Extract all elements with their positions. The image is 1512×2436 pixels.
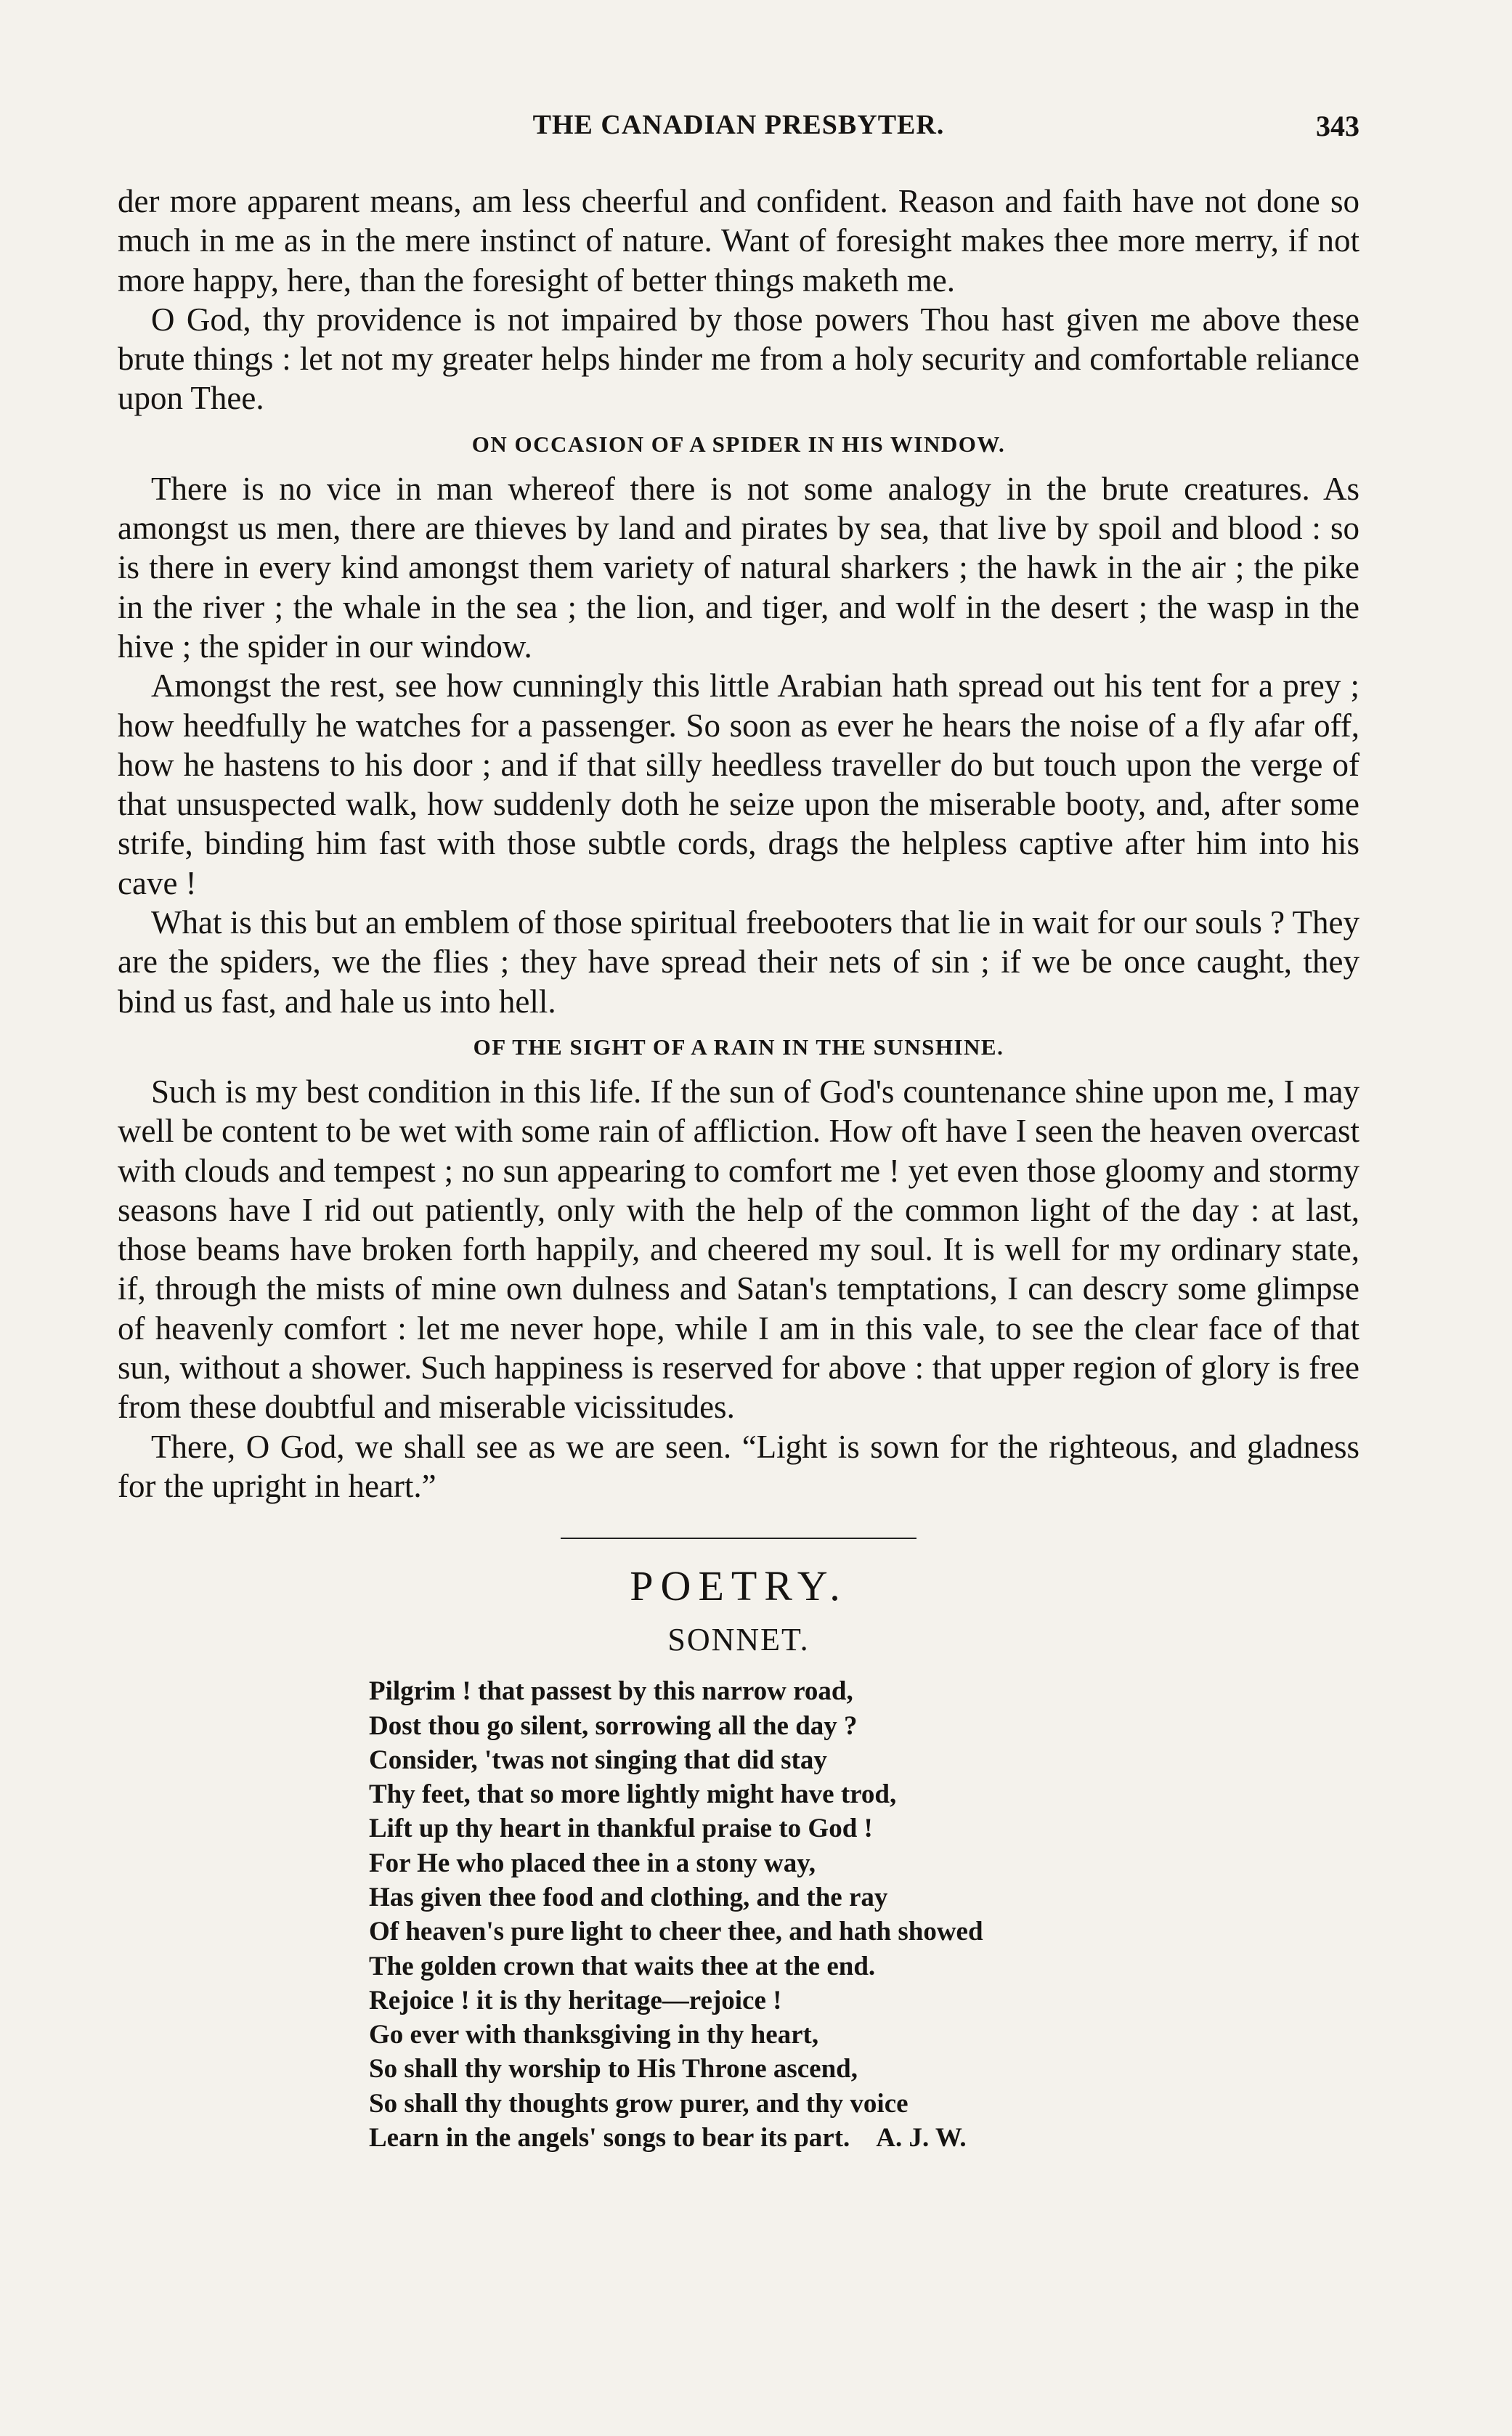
- intro-paragraph-2: O God, thy providence is not impaired by those powers Thou hast given me above these brute things : let not my greater helps hinder me from a holy security and comfortable reliance upon Thee.: [118, 301, 1359, 417]
- poem-line: Rejoice ! it is thy heritage—rejoice !: [369, 1985, 782, 2015]
- poetry-title: POETRY.: [630, 1562, 848, 1610]
- poem-line: So shall thy thoughts grow purer, and thy voice: [369, 2088, 909, 2119]
- poem-line: The golden crown that waits thee at the end.: [369, 1951, 876, 1981]
- intro-paragraph-1: der more apparent means, am less cheerful and confident. Reason and faith have not done so much in me as in the mere instinct of nature. Want of foresight makes thee more merry, if not more happy, here, than the foresight of better things maketh me.: [118, 183, 1359, 299]
- poem-line: Dost thou go silent, sorrowing all the day ?: [369, 1710, 858, 1741]
- poem-line: Consider, 'twas not singing that did stay: [369, 1745, 827, 1775]
- section-divider: [561, 1538, 916, 1539]
- poem-line: Go ever with thanksgiving in thy heart,: [369, 2020, 819, 2050]
- spider-paragraph-1: There is no vice in man whereof there is not some analogy in the brute creatures. As amongst us men, there are thieves by land and pirates by sea, that live by spoil and blood : so is there in every kind amongst them variety of natural sharkers ; the hawk in the air ; the pike in the river ; the whale in the sea ; the lion, and tiger, and wolf in the desert ; the wasp in the hive ; the spider in our window.: [118, 470, 1359, 665]
- poem-line: Lift up thy heart in thankful praise to God !: [369, 1814, 873, 1844]
- poem-signature: A. J. W.: [876, 2123, 967, 2153]
- sonnet-poem: [369, 1674, 1359, 2155]
- spider-paragraph-2: Amongst the rest, see how cunningly this little Arabian hath spread out his tent for a prey ; how heedfully he watches for a passenger. So soon as ever he hears the noise of a fly afar off, how he hastens to his door ; and if that silly heedless traveller do but touch upon the verge of that unsuspected walk, how suddenly doth he seize upon the miserable booty, and, after some strife, binding him fast with those subtle cords, drags the helpless captive after him into his cave !: [118, 667, 1359, 901]
- page-number: 343: [1316, 110, 1359, 142]
- poem-line: For He who placed thee in a stony way,: [369, 1848, 816, 1878]
- running-title: THE CANADIAN PRESBYTER.: [532, 110, 945, 140]
- running-head: [118, 109, 1359, 153]
- poem-line: Of heaven's pure light to cheer thee, and hath showed: [369, 1917, 983, 1947]
- body-text: [118, 182, 1359, 2155]
- section-heading-spider: ON OCCASION OF A SPIDER IN HIS WINDOW.: [471, 431, 1006, 457]
- poem-line: Pilgrim ! that passest by this narrow road,: [369, 1676, 853, 1707]
- rain-paragraph-1: Such is my best condition in this life. If the sun of God's countenance shine upon me, I may well be content to be wet with some rain of affliction. How oft have I seen the heaven overcast with clouds and tempest ; no sun appearing to comfort me ! yet even those gloomy and stormy seasons have I rid out patiently, only with the help of the common light of the day : at last, those beams have broken forth happily, and cheered my soul. It is well for my ordinary state, if, through the mists of mine own dulness and Satan's temptations, I can descry some glimpse of heavenly comfort : let me never hope, while I am in this vale, to see the clear face of that sun, without a shower. Such happiness is reserved for above : that upper region of glory is free from these doubtful and miserable vicissitudes.: [118, 1073, 1359, 1426]
- poem-line: Thy feet, that so more lightly might have trod,: [369, 1779, 897, 1810]
- poem-line: Has given thee food and clothing, and the ray: [369, 1882, 888, 1912]
- poem-line: So shall thy worship to His Throne ascend,: [369, 2054, 858, 2084]
- section-heading-rain: OF THE SIGHT OF A RAIN IN THE SUNSHINE.: [473, 1034, 1004, 1060]
- spider-paragraph-3: What is this but an emblem of those spiritual freebooters that lie in wait for our souls ? They are the spiders, we the flies ; they have spread their nets of sin ; if we be once caught, they bind us fast, and hale us into hell.: [118, 904, 1359, 1020]
- rain-paragraph-2: There, O God, we shall see as we are seen. “Light is sown for the righteous, and gladness for the upright in heart.”: [118, 1428, 1359, 1504]
- poem-line: Learn in the angels' songs to bear its part.: [369, 2123, 850, 2153]
- sonnet-title: SONNET.: [667, 1622, 810, 1658]
- poem-last-line: [369, 2121, 1359, 2155]
